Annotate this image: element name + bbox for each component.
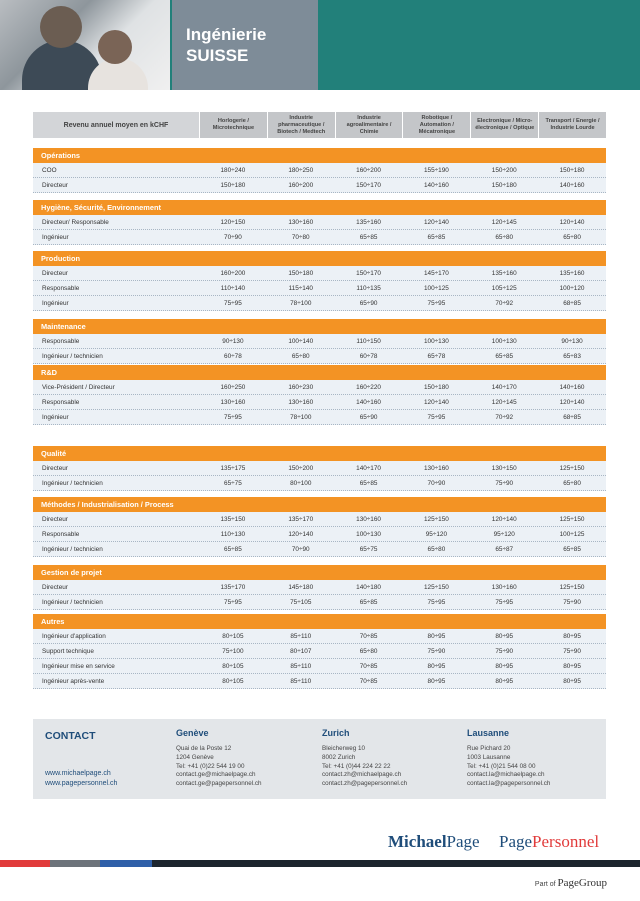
- page-title: [172, 0, 318, 90]
- office-geneve: [176, 727, 316, 789]
- office-phone: Tel: +41 (0)22 544 19 00: [176, 762, 245, 770]
- salary-cell: 75÷95: [427, 598, 446, 606]
- salary-cell: 80÷107: [290, 647, 312, 655]
- salary-cell: 70÷90: [291, 545, 310, 553]
- salary-cell: 130÷160: [491, 583, 517, 591]
- salary-cell: 100÷130: [356, 530, 381, 538]
- salary-cell: 130÷160: [423, 464, 449, 472]
- salary-cell: 70÷92: [495, 413, 514, 421]
- salary-cell: 150÷180: [559, 166, 585, 174]
- salary-cell: 75÷95: [224, 598, 242, 606]
- section-title: Autres: [33, 614, 606, 629]
- salary-cell: 120÷140: [288, 530, 314, 538]
- salary-cell: 75÷90: [427, 647, 446, 655]
- salary-cell: 65÷85: [563, 545, 581, 553]
- row-label: Vice-Président / Directeur: [42, 383, 115, 391]
- salary-cell: 150÷180: [220, 181, 246, 189]
- row-label: Directeur: [42, 583, 68, 591]
- salary-cell: 60÷78: [224, 352, 242, 360]
- salary-cell: 100÷130: [491, 337, 517, 345]
- table-row: [33, 349, 606, 364]
- salary-cell: 130÷160: [356, 515, 381, 523]
- salary-cell: 75÷90: [563, 598, 581, 606]
- row-label: Directeur: [42, 515, 68, 523]
- logo-personnel: Personnel: [532, 832, 600, 851]
- table-row: [33, 527, 606, 542]
- salary-cell: 68÷85: [563, 299, 581, 307]
- column-header: Robotique / Automation / Mécatronique: [403, 112, 470, 138]
- row-label: COO: [42, 166, 57, 174]
- salary-cell: 135÷170: [220, 583, 246, 591]
- row-label: Directeur: [42, 269, 68, 277]
- table-row: [33, 230, 606, 245]
- salary-cell: 110÷140: [220, 284, 246, 292]
- table-row: [33, 178, 606, 193]
- column-header: Industrie agroalimentaire / Chimie: [336, 112, 403, 138]
- salary-cell: 65÷87: [495, 545, 514, 553]
- header-photo: [0, 0, 170, 90]
- table-row: [33, 334, 606, 349]
- salary-cell: 65÷90: [359, 413, 378, 421]
- office-email[interactable]: contact.la@michaelpage.ch: [467, 771, 545, 779]
- salary-cell: 155÷190: [423, 166, 449, 174]
- table-row: [33, 395, 606, 410]
- salary-cell: 100÷140: [288, 337, 314, 345]
- salary-cell: 80÷105: [222, 632, 244, 640]
- salary-cell: 120÷140: [559, 398, 585, 406]
- row-label: Responsable: [42, 398, 80, 406]
- salary-cell: 95÷120: [425, 530, 448, 538]
- office-address: Rue Pichard 20: [467, 745, 511, 752]
- salary-cell: 140÷160: [559, 181, 585, 189]
- salary-cell: 135÷160: [491, 269, 517, 277]
- salary-cell: 70÷85: [359, 677, 378, 685]
- salary-cell: 160÷250: [220, 383, 246, 391]
- table-row: [33, 595, 606, 610]
- row-label: Ingénieur / technicien: [42, 545, 103, 553]
- table-header-label: Revenu annuel moyen en kCHF: [33, 112, 199, 138]
- row-label: Ingénieur / technicien: [42, 352, 103, 360]
- salary-cell: 75÷95: [224, 299, 242, 307]
- section-title: Méthodes / Industrialisation / Process: [33, 497, 606, 512]
- table-row: [33, 674, 606, 689]
- row-label: Responsable: [42, 530, 80, 538]
- office-email[interactable]: contact.ge@pagepersonnel.ch: [176, 780, 262, 788]
- salary-cell: 120÷140: [491, 515, 517, 523]
- salary-cell: 70÷80: [291, 233, 310, 241]
- part-of-label: Part of: [534, 881, 556, 888]
- logo-page: Page: [446, 832, 480, 851]
- salary-cell: 68÷85: [563, 413, 581, 421]
- salary-cell: 135÷175: [220, 464, 246, 472]
- salary-cell: 130÷160: [288, 218, 314, 226]
- title-line-2: SUISSE: [186, 46, 249, 65]
- office-city: Genève: [176, 728, 209, 738]
- salary-cell: 75÷95: [427, 299, 446, 307]
- row-label: Ingénieur mise en service: [42, 662, 115, 670]
- section-title: Opérations: [33, 148, 606, 163]
- row-label: Directeur: [42, 181, 68, 189]
- salary-cell: 80÷95: [563, 632, 581, 640]
- column-header: Transport / Energie / Industrie Lourde: [539, 112, 606, 138]
- salary-cell: 160÷230: [288, 383, 314, 391]
- salary-cell: 125÷150: [559, 583, 585, 591]
- table-row: [33, 629, 606, 644]
- salary-cell: 160÷200: [288, 181, 314, 189]
- office-lausanne: [467, 727, 607, 789]
- salary-cell: 150÷180: [423, 383, 449, 391]
- salary-cell: 75÷105: [290, 598, 312, 606]
- salary-cell: 65÷80: [291, 352, 310, 360]
- salary-cell: 145÷170: [423, 269, 449, 277]
- salary-cell: 125÷150: [423, 583, 449, 591]
- pagegroup-footer: [535, 877, 607, 889]
- table-row: [33, 512, 606, 527]
- salary-cell: 65÷85: [427, 233, 446, 241]
- table-row: [33, 215, 606, 230]
- salary-cell: 80÷95: [427, 632, 446, 640]
- salary-cell: 90÷130: [561, 337, 583, 345]
- salary-cell: 150÷180: [491, 181, 517, 189]
- office-email[interactable]: contact.zh@michaelpage.ch: [322, 771, 402, 779]
- salary-cell: 90÷130: [222, 337, 244, 345]
- office-city: Zurich: [322, 728, 350, 738]
- section-title: Gestion de projet: [33, 565, 606, 580]
- salary-cell: 75÷90: [563, 647, 581, 655]
- column-header: Electronique / Micro-électronique / Optique: [471, 112, 538, 138]
- salary-cell: 120÷145: [491, 218, 517, 226]
- table-section: [33, 565, 606, 610]
- salary-cell: 70÷85: [359, 632, 378, 640]
- salary-cell: 150÷170: [356, 181, 381, 189]
- salary-cell: 75÷95: [427, 413, 446, 421]
- salary-cell: 140÷160: [356, 398, 381, 406]
- salary-cell: 65÷80: [563, 479, 581, 487]
- michaelpage-logo: [388, 832, 480, 852]
- salary-cell: 85÷110: [290, 662, 312, 670]
- table-section: [33, 319, 606, 364]
- salary-cell: 85÷110: [290, 632, 312, 640]
- salary-cell: 135÷160: [356, 218, 381, 226]
- salary-table: [33, 112, 606, 685]
- link-pagepersonnel[interactable]: www.pagepersonnel.ch: [45, 780, 118, 787]
- section-title: Hygiène, Sécurité, Environnement: [33, 200, 606, 215]
- salary-cell: 135÷150: [220, 515, 246, 523]
- row-label: Directeur: [42, 464, 68, 472]
- salary-cell: 65÷85: [359, 233, 378, 241]
- salary-cell: 140÷160: [559, 383, 585, 391]
- salary-cell: 65÷83: [563, 352, 581, 360]
- row-label: Responsable: [42, 284, 80, 292]
- salary-cell: 78÷100: [290, 299, 312, 307]
- salary-cell: 70÷92: [495, 299, 514, 307]
- table-row: [33, 163, 606, 178]
- salary-cell: 110÷150: [356, 337, 381, 345]
- column-header: Horlogerie / Microtechnique: [200, 112, 267, 138]
- salary-cell: 100÷125: [423, 284, 449, 292]
- salary-cell: 75÷95: [224, 413, 242, 421]
- salary-cell: 140÷160: [423, 181, 449, 189]
- contact-title: CONTACT: [45, 730, 96, 742]
- salary-cell: 120÷145: [491, 398, 517, 406]
- color-stripes: [0, 860, 640, 867]
- table-section: [33, 497, 606, 557]
- contact-panel: [33, 719, 606, 799]
- salary-cell: 110÷130: [220, 530, 246, 538]
- salary-cell: 135÷160: [559, 269, 585, 277]
- logo-michael: Michael: [388, 832, 447, 851]
- salary-cell: 130÷160: [220, 398, 246, 406]
- salary-cell: 180÷240: [220, 166, 246, 174]
- salary-cell: 140÷180: [356, 583, 381, 591]
- website-links: [45, 769, 117, 789]
- salary-cell: 100÷120: [559, 284, 585, 292]
- section-title: Maintenance: [33, 319, 606, 334]
- salary-cell: 60÷78: [359, 352, 378, 360]
- salary-cell: 130÷160: [288, 398, 314, 406]
- salary-cell: 150÷200: [288, 464, 314, 472]
- salary-cell: 160÷220: [356, 383, 381, 391]
- salary-cell: 110÷135: [356, 284, 381, 292]
- salary-cell: 80÷95: [495, 632, 514, 640]
- office-postcode: 8002 Zurich: [322, 753, 356, 761]
- salary-cell: 80÷95: [563, 662, 581, 670]
- salary-cell: 80÷95: [495, 662, 514, 670]
- office-zurich: [322, 727, 462, 789]
- salary-cell: 80÷100: [290, 479, 312, 487]
- salary-cell: 80÷95: [495, 677, 514, 685]
- salary-cell: 75÷90: [495, 479, 514, 487]
- salary-cell: 95÷120: [493, 530, 515, 538]
- salary-cell: 65÷90: [359, 299, 378, 307]
- salary-cell: 65÷80: [563, 233, 581, 241]
- column-header: Industrie pharmaceutique / Biotech / Medtech: [268, 112, 335, 138]
- table-section: [33, 614, 606, 689]
- table-row: [33, 461, 606, 476]
- salary-cell: 75÷100: [222, 647, 244, 655]
- table-header: [33, 112, 606, 138]
- section-title: Production: [33, 251, 606, 266]
- salary-cell: 80÷105: [222, 662, 244, 670]
- table-row: [33, 644, 606, 659]
- salary-cell: 65÷75: [224, 479, 242, 487]
- row-label: Support technique: [42, 647, 94, 655]
- salary-cell: 130÷150: [491, 464, 517, 472]
- salary-cell: 70÷90: [224, 233, 242, 241]
- salary-cell: 80÷105: [222, 677, 244, 685]
- title-line-1: Ingénierie: [186, 25, 267, 44]
- office-address: Quai de la Poste 12: [176, 745, 232, 752]
- office-postcode: 1003 Lausanne: [467, 753, 511, 761]
- salary-cell: 65÷80: [359, 647, 378, 655]
- row-label: Ingénieur d'application: [42, 632, 106, 640]
- table-row: [33, 380, 606, 395]
- pagegroup-logo: PageGroup: [557, 877, 607, 889]
- table-row: [33, 580, 606, 595]
- salary-cell: 85÷110: [290, 677, 312, 685]
- salary-cell: 75÷90: [495, 647, 514, 655]
- link-michaelpage[interactable]: www.michaelpage.ch: [45, 770, 111, 777]
- row-label: Ingénieur: [42, 299, 69, 307]
- table-section: [33, 365, 606, 425]
- salary-cell: 65÷85: [359, 598, 378, 606]
- salary-cell: 70÷85: [359, 662, 378, 670]
- row-label: Ingénieur après-vente: [42, 677, 105, 685]
- office-email[interactable]: contact.la@pagepersonnel.ch: [467, 780, 551, 788]
- row-label: Ingénieur: [42, 413, 69, 421]
- salary-cell: 150÷170: [356, 269, 381, 277]
- row-label: Ingénieur: [42, 233, 69, 241]
- salary-cell: 65÷75: [359, 545, 378, 553]
- salary-cell: 65÷85: [224, 545, 242, 553]
- salary-cell: 120÷150: [220, 218, 246, 226]
- table-row: [33, 542, 606, 557]
- header-banner: [0, 0, 640, 90]
- section-title: R&D: [33, 365, 606, 380]
- table-row: [33, 659, 606, 674]
- salary-cell: 125÷150: [559, 464, 585, 472]
- office-phone: Tel: +41 (0)21 544 08 00: [467, 762, 536, 770]
- salary-cell: 140÷170: [491, 383, 517, 391]
- salary-cell: 150÷180: [288, 269, 314, 277]
- salary-cell: 160÷200: [356, 166, 381, 174]
- office-address: Bleicherweg 10: [322, 745, 366, 752]
- salary-cell: 140÷170: [356, 464, 381, 472]
- salary-cell: 160÷200: [220, 269, 246, 277]
- salary-cell: 100÷130: [423, 337, 449, 345]
- table-row: [33, 476, 606, 491]
- salary-cell: 120÷140: [423, 218, 449, 226]
- table-row: [33, 281, 606, 296]
- office-email[interactable]: contact.ge@michaelpage.ch: [176, 771, 256, 779]
- salary-cell: 65÷85: [359, 479, 378, 487]
- salary-cell: 125÷150: [423, 515, 449, 523]
- table-row: [33, 296, 606, 311]
- table-section: [33, 251, 606, 311]
- salary-cell: 145÷180: [288, 583, 314, 591]
- table-row: [33, 266, 606, 281]
- table-section: [33, 446, 606, 491]
- salary-cell: 70÷90: [427, 479, 446, 487]
- salary-cell: 65÷85: [495, 352, 514, 360]
- salary-cell: 80÷95: [427, 662, 446, 670]
- salary-cell: 65÷78: [427, 352, 446, 360]
- logo-page: Page: [499, 832, 533, 851]
- salary-cell: 135÷170: [288, 515, 314, 523]
- row-label: Ingénieur / technicien: [42, 598, 103, 606]
- table-section: [33, 148, 606, 193]
- salary-cell: 80÷95: [563, 677, 581, 685]
- office-phone: Tel: +41 (0)44 224 22 22: [322, 762, 391, 770]
- row-label: Responsable: [42, 337, 80, 345]
- salary-cell: 80÷95: [427, 677, 446, 685]
- office-email[interactable]: contact.zh@pagepersonnel.ch: [322, 780, 408, 788]
- salary-cell: 65÷80: [495, 233, 514, 241]
- salary-cell: 65÷80: [427, 545, 446, 553]
- row-label: Ingénieur / technicien: [42, 479, 103, 487]
- salary-cell: 78÷100: [290, 413, 312, 421]
- salary-cell: 120÷140: [559, 218, 585, 226]
- office-postcode: 1204 Genève: [176, 753, 214, 761]
- salary-cell: 125÷150: [559, 515, 585, 523]
- table-section: [33, 200, 606, 245]
- salary-cell: 100÷125: [559, 530, 585, 538]
- salary-cell: 180÷250: [288, 166, 314, 174]
- salary-cell: 105÷125: [491, 284, 517, 292]
- salary-cell: 150÷200: [491, 166, 517, 174]
- salary-cell: 115÷140: [288, 284, 313, 292]
- section-title: Qualité: [33, 446, 606, 461]
- office-city: Lausanne: [467, 728, 510, 738]
- row-label: Directeur/ Responsable: [42, 218, 109, 226]
- salary-cell: 120÷140: [423, 398, 449, 406]
- salary-cell: 75÷95: [495, 598, 514, 606]
- pagepersonnel-logo: [499, 832, 599, 852]
- table-row: [33, 410, 606, 425]
